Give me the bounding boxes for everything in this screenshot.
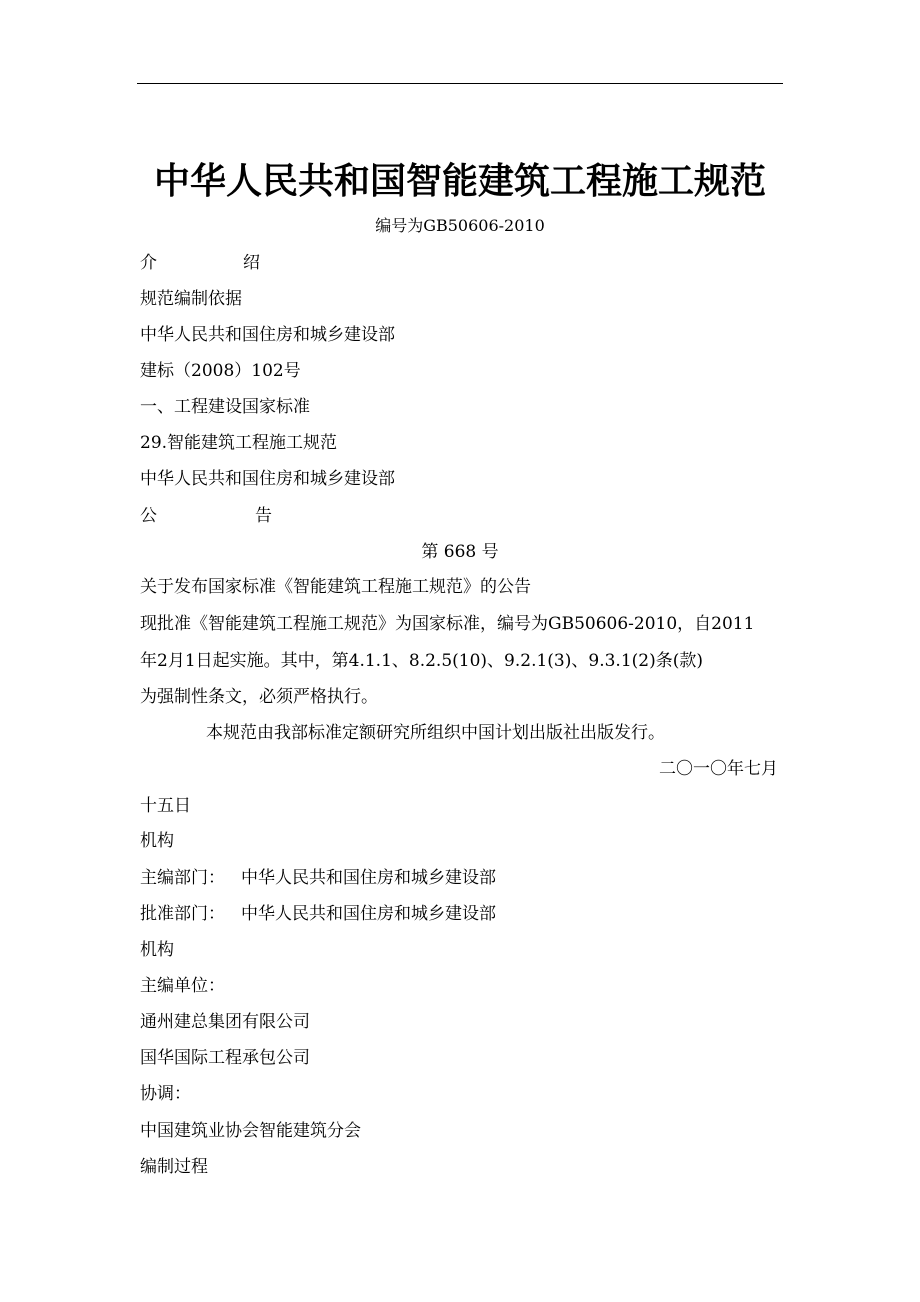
date-line-1: 二〇一〇年七月: [659, 759, 778, 779]
notice-number: 第 668 号: [421, 542, 499, 562]
intro-heading-part-2: 绍: [243, 253, 260, 273]
ministry-line-2: 中华人民共和国住房和城乡建设部: [140, 469, 395, 489]
unit-line-2: 国华国际工程承包公司: [140, 1048, 310, 1068]
notice-title: 关于发布国家标准《智能建筑工程施工规范》的公告: [140, 577, 531, 597]
basis-heading: 规范编制依据: [140, 289, 242, 309]
category-line: 一、工程建设国家标准: [140, 397, 310, 417]
coordination-unit: 中国建筑业协会智能建筑分会: [140, 1121, 361, 1141]
intro-heading: [140, 251, 260, 275]
approver-dept-line: [140, 902, 496, 926]
notice-heading-part-2: 告: [255, 506, 272, 526]
date-line-2: 十五日: [140, 796, 191, 816]
notice-heading-part-1: 公: [140, 506, 157, 526]
editor-dept-label: 主编部门：: [140, 868, 225, 888]
body-line-4: 本规范由我部标准定额研究所组织中国计划出版社出版发行。: [206, 723, 665, 743]
ministry-line-1: 中华人民共和国住房和城乡建设部: [140, 325, 395, 345]
process-heading: 编制过程: [140, 1157, 208, 1177]
unit-line-1: 通州建总集团有限公司: [140, 1012, 310, 1032]
body-line-3: 为强制性条文，必须严格执行。: [140, 687, 378, 707]
approver-dept-label: 批准部门：: [140, 904, 225, 924]
document-subtitle: 编号为GB50606-2010: [375, 216, 545, 235]
document-title: 中华人民共和国智能建筑工程施工规范: [153, 161, 766, 202]
body-line-2: 年2月1日起实施。其中，第4.1.1、8.2.5(10)、9.2.1(3)、9.3.1(2)条(款): [140, 651, 703, 671]
chief-units-label: 主编单位：: [140, 976, 225, 996]
editor-dept-line: [140, 866, 496, 890]
doc-number: 建标（2008）102号: [140, 361, 301, 381]
coordination-label: 协调：: [140, 1084, 191, 1104]
org-heading-1: 机构: [140, 831, 174, 851]
org-heading-2: 机构: [140, 940, 174, 960]
item-line: 29.智能建筑工程施工规范: [140, 433, 338, 453]
body-line-1: 现批准《智能建筑工程施工规范》为国家标准，编号为GB50606-2010，自2011: [140, 614, 755, 634]
notice-heading: [140, 504, 272, 528]
approver-dept-value: 中华人民共和国住房和城乡建设部: [241, 904, 496, 924]
intro-heading-part-1: 介: [140, 253, 157, 273]
header-rule: [137, 83, 783, 84]
editor-dept-value: 中华人民共和国住房和城乡建设部: [241, 868, 496, 888]
